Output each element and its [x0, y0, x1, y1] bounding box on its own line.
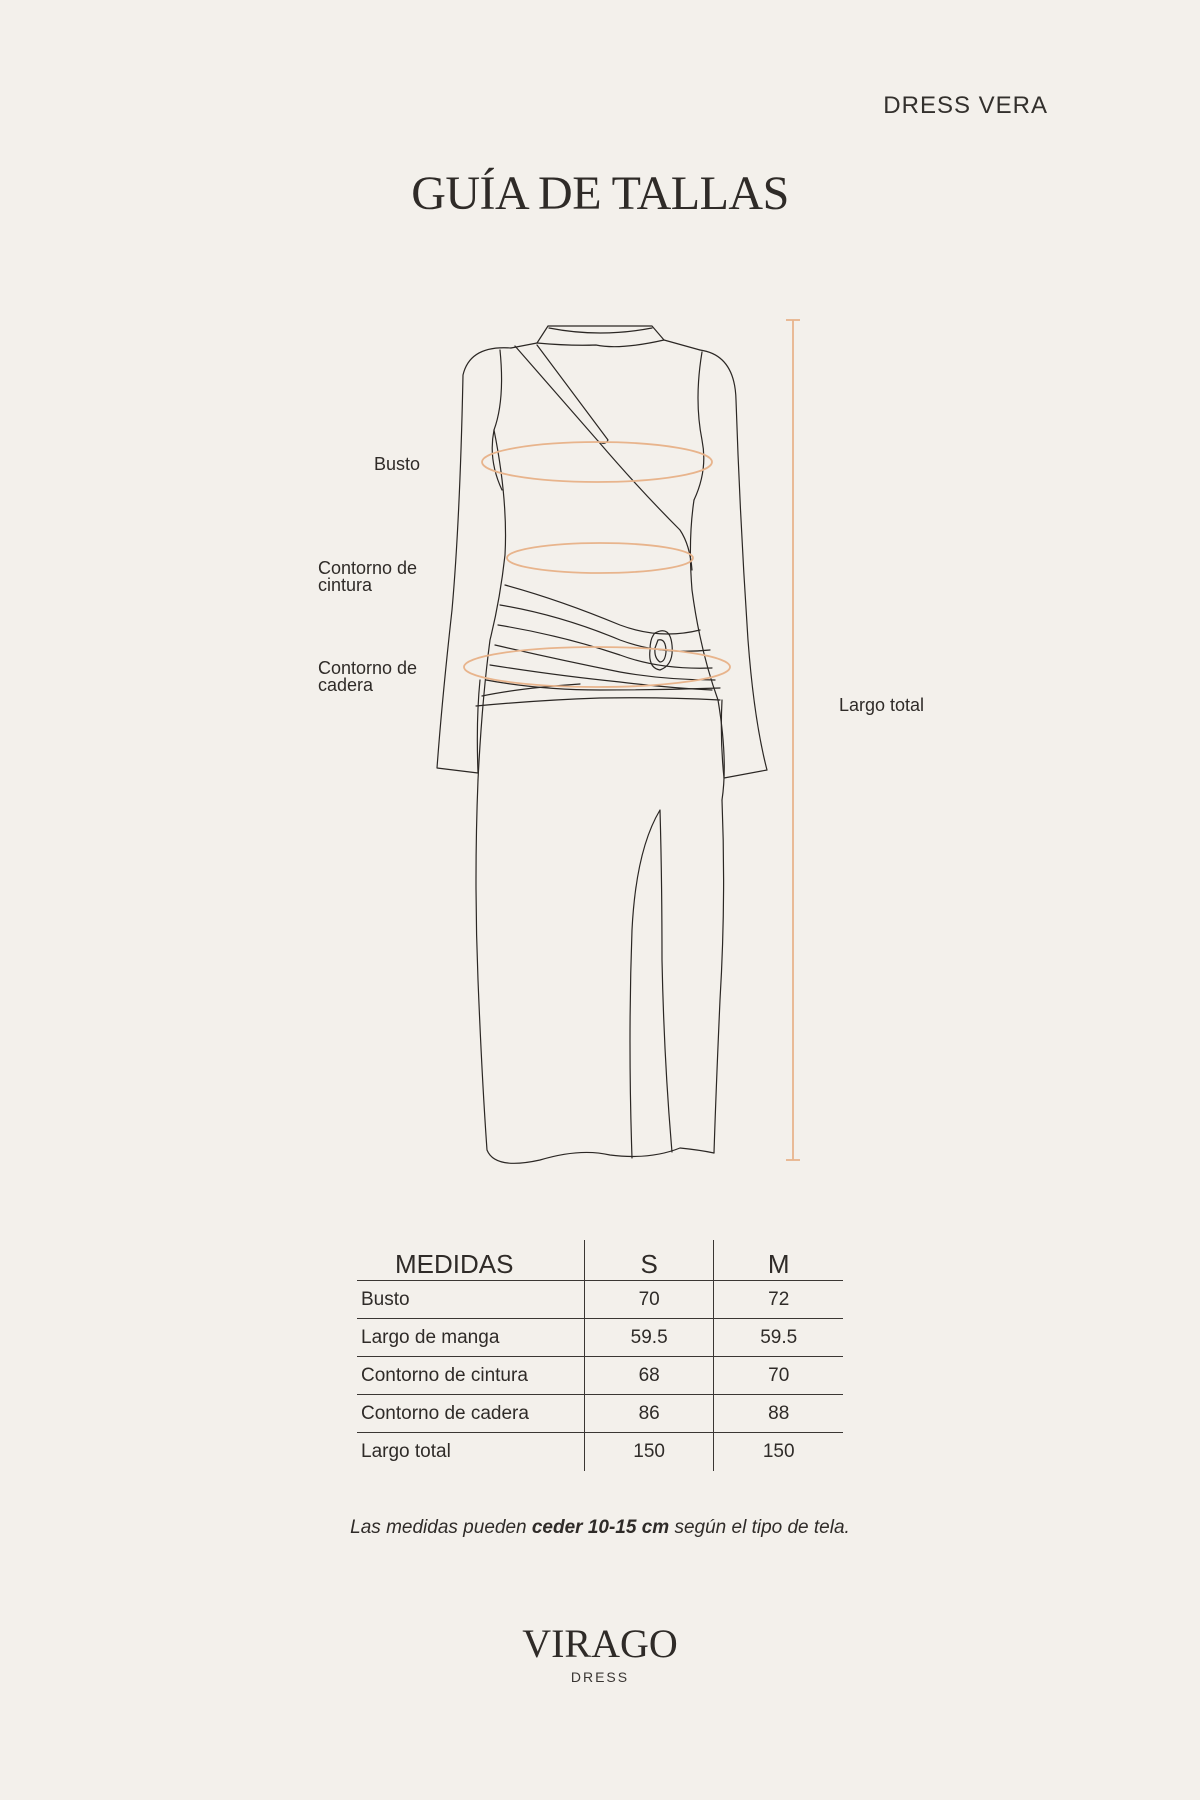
table-row: [357, 1281, 843, 1319]
product-name: DRESS VERA: [883, 92, 1048, 119]
table-row: [357, 1357, 843, 1395]
page-title: GUÍA DE TALLAS: [411, 167, 789, 220]
row-value-s: 68: [584, 1357, 714, 1395]
bust-guide: [482, 442, 712, 482]
row-value-m: 72: [714, 1281, 843, 1319]
measure-guides: [464, 320, 800, 1160]
row-value-m: 70: [714, 1357, 843, 1395]
note-text-bold: ceder 10-15 cm: [531, 1517, 670, 1538]
row-label: Largo total: [361, 1441, 451, 1462]
dress-outline: [437, 326, 767, 1163]
table-row: [357, 1319, 843, 1357]
row-label: Largo de manga: [357, 1319, 584, 1357]
waist-label: Contorno de cintura: [318, 558, 418, 595]
row-value-m: 150: [714, 1433, 843, 1472]
row-label: Busto: [357, 1281, 584, 1319]
stretch-note: [0, 1517, 1200, 1539]
note-text-before: Las medidas pueden: [350, 1517, 532, 1538]
logo-subtitle: DRESS: [570, 1669, 630, 1685]
row-label: Contorno de cadera: [357, 1395, 584, 1433]
table-row: [357, 1395, 843, 1433]
row-value-m: 59.5: [714, 1319, 843, 1357]
logo-wordmark: VIRAGO: [522, 1621, 678, 1666]
measures-header: MEDIDAS: [357, 1240, 584, 1281]
row-value-s: 150: [584, 1433, 714, 1472]
waist-guide: [507, 543, 693, 573]
row-value-s: 70: [584, 1281, 714, 1319]
bust-label: Busto: [374, 454, 421, 474]
size-header-m: M: [714, 1240, 843, 1281]
row-value-m: 88: [714, 1395, 843, 1433]
size-table: [357, 1240, 843, 1471]
table-header-row: [357, 1240, 843, 1281]
table-row: [357, 1433, 843, 1472]
row-label: Contorno de cintura: [357, 1357, 584, 1395]
note-text-after: según el tipo de tela.: [669, 1517, 850, 1538]
size-header-s: S: [584, 1240, 714, 1281]
hip-label: Contorno de cadera: [318, 658, 418, 695]
brand-logo: [0, 1620, 1200, 1685]
total-length-label: Largo total: [839, 695, 925, 715]
row-value-s: 86: [584, 1395, 714, 1433]
row-value-s: 59.5: [584, 1319, 714, 1357]
size-table-container: [357, 1240, 843, 1471]
